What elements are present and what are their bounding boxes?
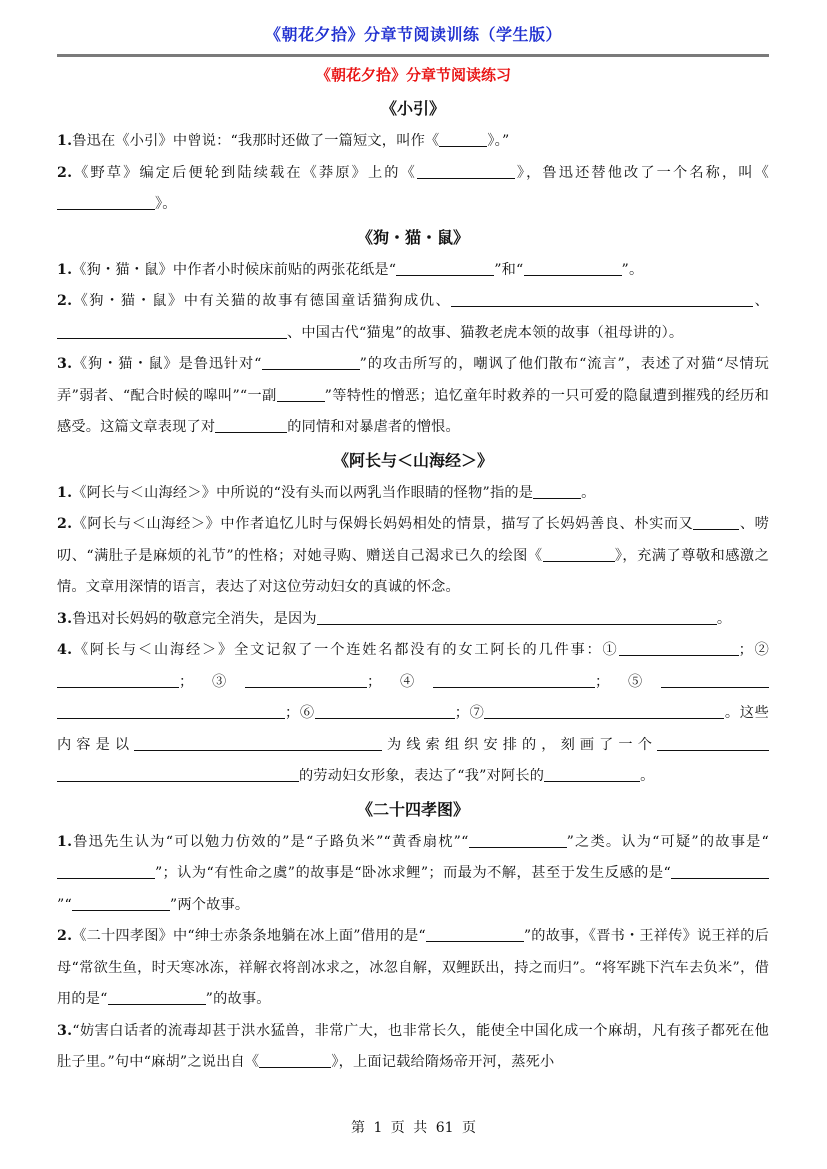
answer-blank[interactable] [57, 767, 299, 782]
question-text: 》。 [155, 196, 177, 212]
question-text: “妨害白话者的流毒却甚于洪水猛兽，非常广大，也非常长久，能使全中国化成一个麻胡，凡有孩子都死在他肚子里。”句中“麻胡”之说出自《 [57, 1022, 769, 1070]
question-item [57, 921, 769, 1016]
question-text: ”两个故事。 [169, 896, 250, 913]
question-text: 《阿长与＜山海经＞》全文记叙了一个连姓名都没有的女工阿长的几件事：① [72, 642, 619, 658]
answer-blank[interactable] [657, 735, 769, 750]
question-text: ”的攻击所写的，嘲讽了他们散布“流言”，表述了对猫“尽情玩弄”弱者、“配合时候的嗥叫”“一副 [57, 356, 769, 404]
answer-blank[interactable] [439, 132, 487, 147]
question-text: ”和“ [494, 261, 524, 278]
question-item [57, 827, 769, 922]
answer-blank[interactable] [533, 483, 581, 498]
page-header-title: 《朝花夕拾》分章节阅读训练（学生版） [264, 25, 562, 44]
answer-blank[interactable] [426, 927, 524, 942]
section-title-er-shi-si-xiao-tu: 《二十四孝图》 [356, 799, 469, 819]
answer-blank[interactable] [484, 704, 724, 719]
answer-blank[interactable] [57, 704, 285, 719]
question-text: ；⑦ [454, 705, 485, 721]
document-title: 《朝花夕拾》分章节阅读练习 [315, 66, 511, 84]
answer-blank[interactable] [693, 515, 739, 530]
question-text: 为线索组织安排的，刻画了一个 [382, 736, 657, 753]
answer-blank[interactable] [315, 704, 455, 719]
answer-blank[interactable] [469, 832, 567, 847]
question-text: 》，鲁迅还替他改了一个名称，叫《 [514, 164, 769, 181]
question-item [57, 158, 769, 221]
answer-blank[interactable] [396, 260, 494, 275]
answer-blank[interactable] [72, 895, 170, 910]
question-number: 3. [57, 356, 73, 372]
question-text: ；⑤ [595, 673, 661, 690]
answer-blank[interactable] [433, 672, 595, 687]
question-number: 2. [57, 516, 73, 532]
question-text: 鲁迅先生认为“可以勉力仿效的”是“子路负米”“黄香扇枕”“ [72, 833, 469, 850]
question-text: 的劳动妇女形象，表达了“我”对阿长的 [299, 768, 545, 784]
question-item [57, 478, 769, 510]
question-text: 》，上面记载给隋炀帝开河，蒸死小 [331, 1054, 555, 1070]
question-text: ”“ [57, 896, 72, 913]
section-title-gou-mao-shu: 《狗・猫・鼠》 [356, 227, 469, 247]
answer-blank[interactable] [671, 864, 769, 879]
question-text: ”；认为“有性命之虞”的故事是“卧冰求鲤”；而最为不解，甚至于发生反感的是“ [155, 865, 671, 881]
question-number: 3. [57, 1022, 73, 1039]
header-divider [57, 54, 769, 57]
answer-blank[interactable] [215, 418, 287, 433]
question-item [57, 126, 769, 158]
question-text: 。 [640, 768, 655, 784]
question-text: 。 [581, 484, 596, 501]
question-text: 》，充满了尊敬和感激之情。文章用深情的语言，表达了对这位劳动妇女的真诚的怀念。 [57, 547, 769, 595]
answer-blank[interactable] [134, 735, 382, 750]
question-text: 的同情和对暴虐者的憎恨。 [287, 419, 460, 435]
answer-blank[interactable] [57, 672, 179, 687]
question-number: 1. [57, 133, 73, 149]
question-text: 《狗・猫・鼠》是鲁迅针对“ [72, 356, 262, 372]
question-text: 《狗・猫・鼠》中作者小时候床前贴的两张花纸是“ [72, 261, 397, 278]
question-item [57, 349, 769, 444]
question-number: 2. [57, 928, 73, 944]
question-text: ”的故事。 [205, 991, 271, 1007]
answer-blank[interactable] [57, 195, 155, 210]
answer-blank[interactable] [57, 323, 287, 338]
question-text: 鲁迅对长妈妈的敬意完全消失，是因为 [72, 610, 317, 627]
question-item [57, 1016, 769, 1079]
question-text: 》。” [487, 133, 510, 149]
page-number-footer: 第 1 页 共 61 页 [351, 1120, 476, 1136]
answer-blank[interactable] [451, 292, 753, 307]
answer-blank[interactable] [524, 260, 622, 275]
question-text: 、唠叨、“满肚子是麻烦的礼节”的性格；对她寻购、赠送自己渴求已久的绘图《 [57, 516, 770, 564]
answer-blank[interactable] [661, 672, 769, 687]
question-text: ”的故事，《晋书・王祥传》说王祥的后母“常欲生鱼，时天寒冰冻，祥解衣将剖冰求之，冰忽自解，双鲤跃出，持之而归”。“将军跳下汽车去负米”，借用的是“ [57, 928, 769, 1007]
question-number: 1. [57, 484, 73, 501]
question-number: 1. [57, 833, 73, 850]
question-text: 、中国古代“猫鬼”的故事、猫教老虎本领的故事（祖母讲的）。 [287, 324, 684, 341]
answer-blank[interactable] [277, 386, 325, 401]
question-text: ”之类。认为“可疑”的故事是“ [566, 833, 769, 850]
question-text: 。这些内容是以 [57, 705, 769, 753]
answer-blank[interactable] [108, 990, 206, 1005]
question-text: ；④ [367, 673, 433, 690]
answer-blank[interactable] [57, 864, 155, 879]
document-body [57, 92, 769, 1079]
question-item [57, 286, 769, 349]
question-item [57, 255, 769, 287]
answer-blank[interactable] [317, 609, 717, 624]
question-text: ”。 [621, 261, 644, 278]
answer-blank[interactable] [619, 641, 739, 656]
question-item [57, 604, 769, 636]
question-number: 1. [57, 261, 73, 278]
answer-blank[interactable] [543, 546, 615, 561]
question-item [57, 509, 769, 604]
answer-blank[interactable] [262, 355, 360, 370]
section-title-xiaoyin: 《小引》 [380, 99, 445, 118]
question-text: ；⑥ [285, 705, 315, 721]
question-text: 《阿长与＜山海经＞》中所说的“没有头而以两乳当作眼睛的怪物”指的是 [72, 484, 534, 501]
answer-blank[interactable] [259, 1053, 331, 1068]
section-title-a-chang: 《阿长与＜山海经＞》 [332, 450, 493, 470]
question-text: 、 [753, 293, 769, 309]
question-number: 4. [57, 642, 73, 658]
answer-blank[interactable] [417, 163, 515, 178]
question-text: ；③ [179, 673, 245, 690]
question-text: 《狗・猫・鼠》中有关猫的故事有德国童话猫狗成仇、 [72, 293, 452, 309]
question-text: 《二十四孝图》中“绅士赤条条地躺在冰上面”借用的是“ [72, 928, 426, 944]
question-number: 3. [57, 610, 73, 627]
question-text: ”等特性的憎恶；追忆童年时救养的一只可爱的隐鼠遭到摧残的经历和感受。这篇文章表现了对 [57, 387, 769, 435]
question-item [57, 635, 769, 793]
question-number: 2. [57, 293, 73, 309]
question-text: 。 [716, 610, 732, 627]
question-number: 2. [57, 164, 73, 181]
question-text: 《阿长与＜山海经＞》中作者追忆儿时与保姆长妈妈相处的情景，描写了长妈妈善良、朴实而又 [72, 516, 694, 532]
answer-blank[interactable] [544, 767, 640, 782]
question-text: ；② [738, 642, 769, 658]
question-text: 鲁迅在《小引》中曾说：“我那时还做了一篇短文，叫作《 [72, 133, 440, 149]
question-text: 《野草》编定后便轮到陆续载在《莽原》上的《 [72, 164, 417, 181]
answer-blank[interactable] [245, 672, 367, 687]
